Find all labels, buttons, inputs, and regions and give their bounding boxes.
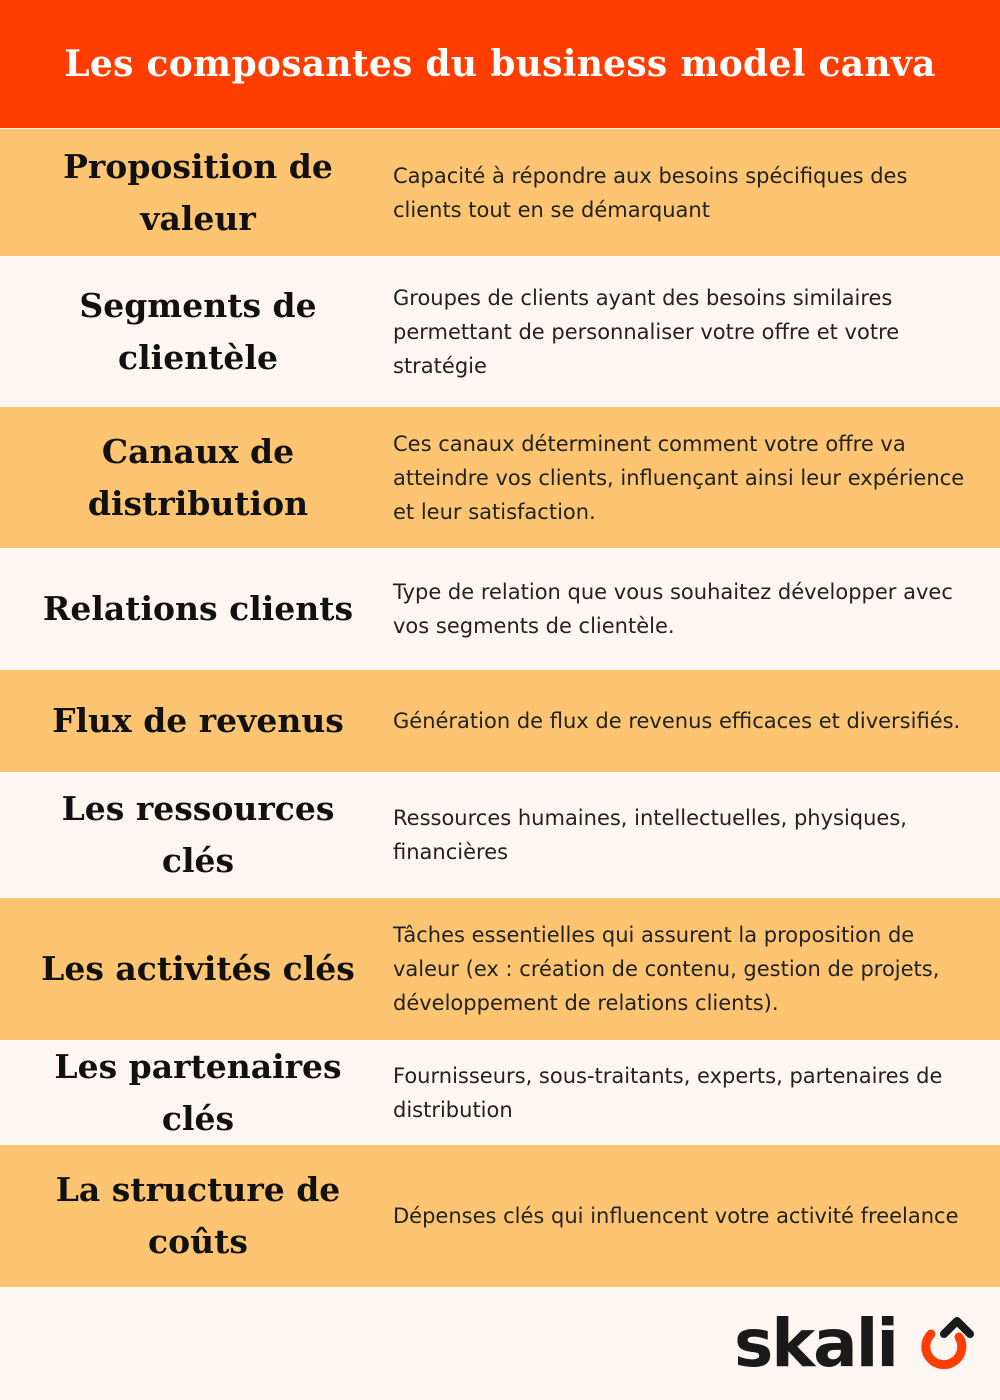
component-description: Capacité à répondre aux besoins spécifiques des clients tout en se démarquant <box>393 163 908 222</box>
component-title: Flux de revenus <box>52 701 344 740</box>
canvas-components-table <box>0 129 1000 1287</box>
component-title: Les partenaires clés <box>54 1046 342 1138</box>
table-row <box>0 1040 1000 1145</box>
component-title: La structure de coûts <box>55 1170 341 1261</box>
component-description: Groupes de clients ayant des besoins similaires permettant de personnaliser votre offre et votre stratégie <box>393 285 900 378</box>
circular-arrow-up-icon <box>926 1321 970 1365</box>
table-row <box>0 548 1000 670</box>
component-description: Fournisseurs, sous-traitants, experts, partenaires de distribution <box>393 1063 943 1122</box>
component-title: Relations clients <box>42 589 354 628</box>
component-title: Les ressources clés <box>61 789 335 880</box>
skalio-logo <box>734 1310 974 1380</box>
table-row <box>0 898 1000 1040</box>
component-description: Tâches essentielles qui assurent la proposition de valeur (ex : création de contenu, gestion de projets, développement de relations clients). <box>393 923 940 1015</box>
table-row <box>0 407 1000 548</box>
table-row <box>0 772 1000 898</box>
component-title: Segments de clientèle <box>79 285 317 377</box>
header-banner <box>0 0 1000 128</box>
component-description: Génération de flux de revenus efficaces et diversifiés. <box>393 709 961 733</box>
component-title: Canaux de distribution <box>87 431 309 523</box>
component-description: Type de relation que vous souhaitez développer avec vos segments de clientèle. <box>393 580 953 638</box>
component-description: Ressources humaines, intellectuelles, physiques, financières <box>393 806 907 864</box>
page-title: Les composantes du business model canva <box>64 43 936 85</box>
table-row <box>0 256 1000 407</box>
table-row <box>0 670 1000 772</box>
table-row <box>0 1145 1000 1287</box>
component-description: Dépenses clés qui influencent votre activité freelance <box>393 1204 959 1228</box>
component-description: Ces canaux déterminent comment votre offre va atteindre vos clients, influençant ainsi leur expérience et leur satisfaction. <box>393 431 965 524</box>
table-row <box>0 129 1000 256</box>
logo-wordmark: skali <box>734 1310 897 1380</box>
component-title: Les activités clés <box>41 949 355 988</box>
component-title: Proposition de valeur <box>63 146 333 238</box>
